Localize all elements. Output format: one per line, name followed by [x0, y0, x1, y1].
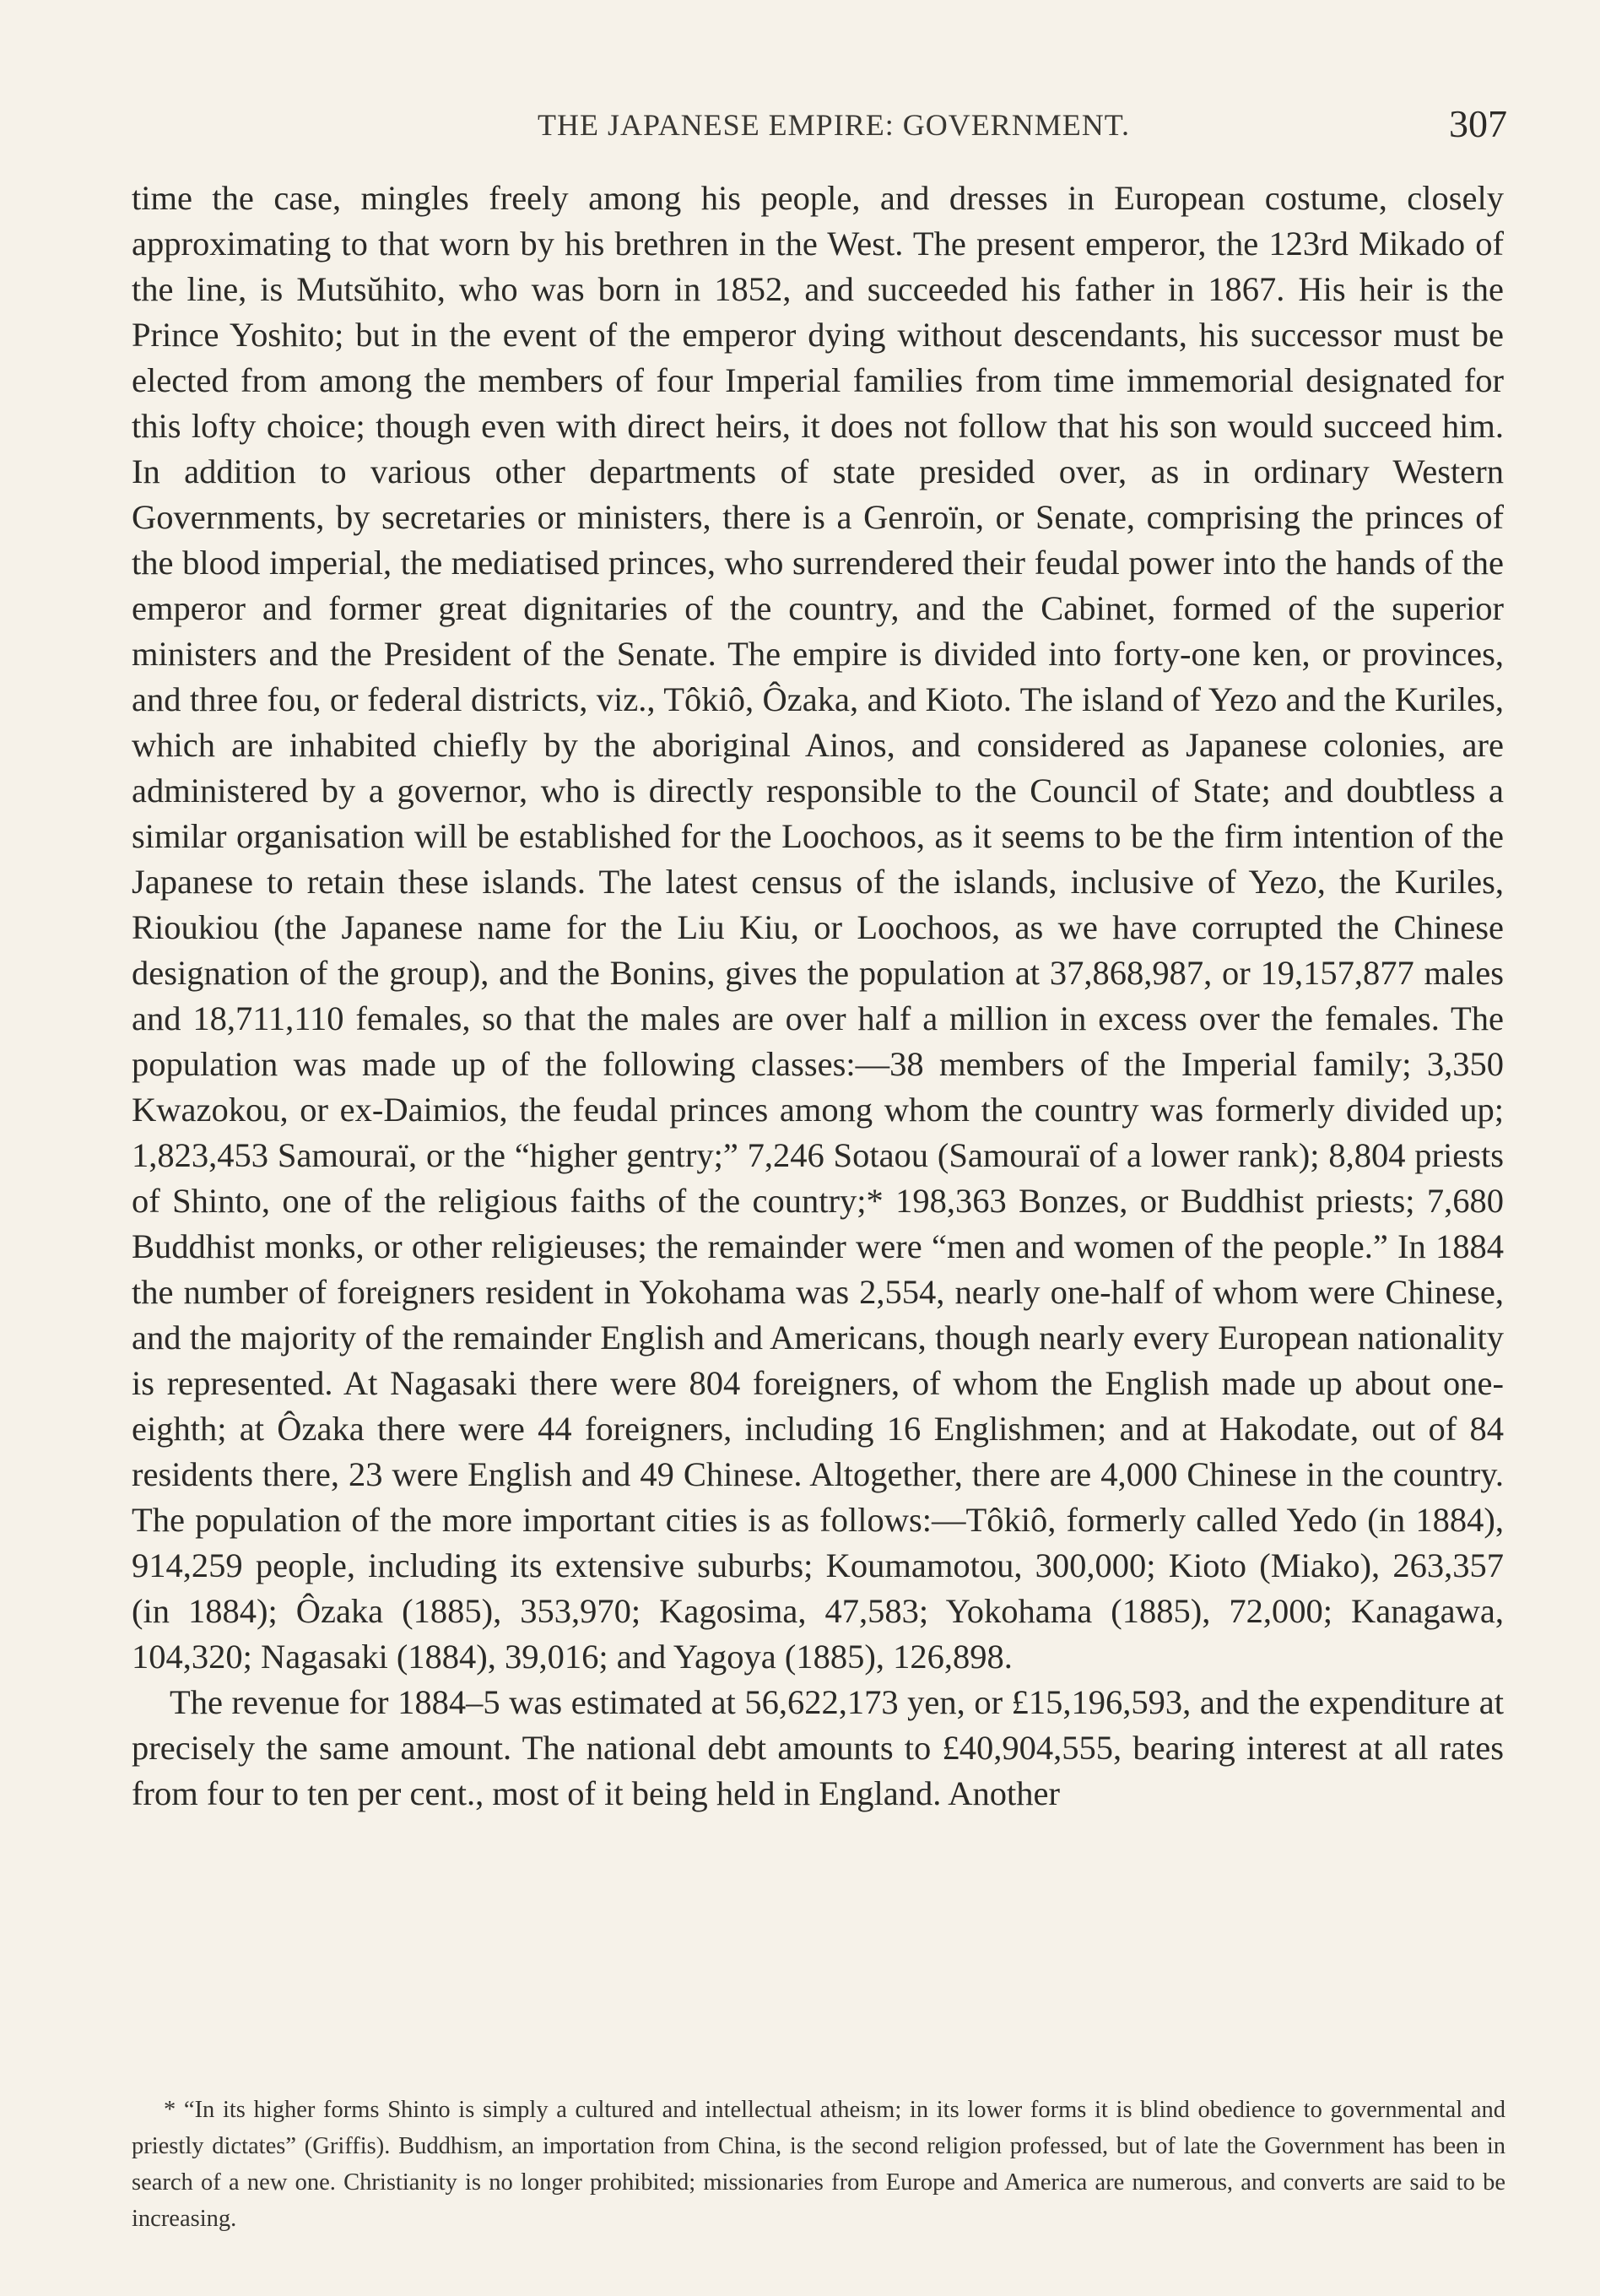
body-text [132, 176, 1504, 1817]
running-title: THE JAPANESE EMPIRE: GOVERNMENT. [537, 108, 1131, 142]
footnote [132, 2092, 1505, 2237]
body-paragraph: time the case, mingles freely among his people, and dresses in European costume, closely approximating to that worn by his brethren in the West. The present emperor, the 123rd Mikado of the line, is Mutsŭhito, who was born in 1852, and succeeded his father in 1867. His heir is the Prince Yoshito; but in the event of the emperor dying without descendants, his successor must be elected from among the members of four Imperial families from time immemorial designated for this lofty choice; though even with direct heirs, it does not follow that his son would succeed him. In addition to various other departments of state presided over, as in ordinary Western Governments, by secretaries or ministers, there is a Genroïn, or Senate, comprising the princes of the blood imperial, the mediatised princes, who surrendered their feudal power into the hands of the emperor and former great dignitaries of the country, and the Cabinet, formed of the superior ministers and the President of the Senate. The empire is divided into forty-one ken, or provinces, and three fou, or federal districts, viz., Tôkiô, Ôzaka, and Kioto. The island of Yezo and the Kuriles, which are inhabited chiefly by the aboriginal Ainos, and considered as Japanese colonies, are administered by a governor, who is directly responsible to the Council of State; and doubtless a similar organisation will be established for the Loochoos, as it seems to be the firm intention of the Japanese to retain these islands. The latest census of the islands, inclusive of Yezo, the Kuriles, Rioukiou (the Japanese name for the Liu Kiu, or Loochoos, as we have corrupted the Chinese designation of the group), and the Bonins, gives the population at 37,868,987, or 19,157,877 males and 18,711,110 females, so that the males are over half a million in excess over the females. The population was made up of the following classes:—38 members of the Imperial family; 3,350 Kwazokou, or ex-Daimios, the feudal princes among whom the country was formerly divided up; 1,823,453 Samouraï, or the “higher gentry;” 7,246 Sotaou (Samouraï of a lower rank); 8,804 priests of Shinto, one of the religious faiths of the country;* 198,363 Bonzes, or Buddhist priests; 7,680 Buddhist monks, or other religieuses; the remainder were “men and women of the people.” In 1884 the number of foreigners resident in Yokohama was 2,554, nearly one-half of whom were Chinese, and the majority of the remainder English and Americans, though nearly every European nationality is represented. At Nagasaki there were 804 foreigners, of whom the English made up about one-eighth; at Ôzaka there were 44 foreigners, including 16 Englishmen; and at Hakodate, out of 84 residents there, 23 were English and 49 Chinese. Altogether, there are 4,000 Chinese in the country. The population of the more important cities is as follows:—Tôkiô, formerly called Yedo (in 1884), 914,259 people, including its extensive suburbs; Koumamotou, 300,000; Kioto (Miako), 263,357 (in 1884); Ôzaka (1885), 353,970; Kagosima, 47,583; Yokohama (1885), 72,000; Kanagawa, 104,320; Nagasaki (1884), 39,016; and Yagoya (1885), 126,898. [132, 179, 1504, 1676]
footnote-text: * “In its higher forms Shinto is simply a cultured and intellectual atheism; in its lower forms it is blind obedience to governmental and priestly dictates” (Griffis). Buddhism, an importation from China, is the second religion professed, but of late the Government has been in search of a new one. Christianity is no longer prohibited; missionaries from Europe and America are numerous, and converts are said to be increasing. [132, 2097, 1505, 2232]
page-number: 307 [1449, 102, 1507, 145]
body-paragraph: The revenue for 1884–5 was estimated at 56,622,173 yen, or £15,196,593, and the expenditure at precisely the same amount. The national debt amounts to £40,904,555, bearing interest at all rates from four to ten per cent., most of it being held in England. Another [132, 1683, 1504, 1812]
running-head [135, 100, 1532, 150]
